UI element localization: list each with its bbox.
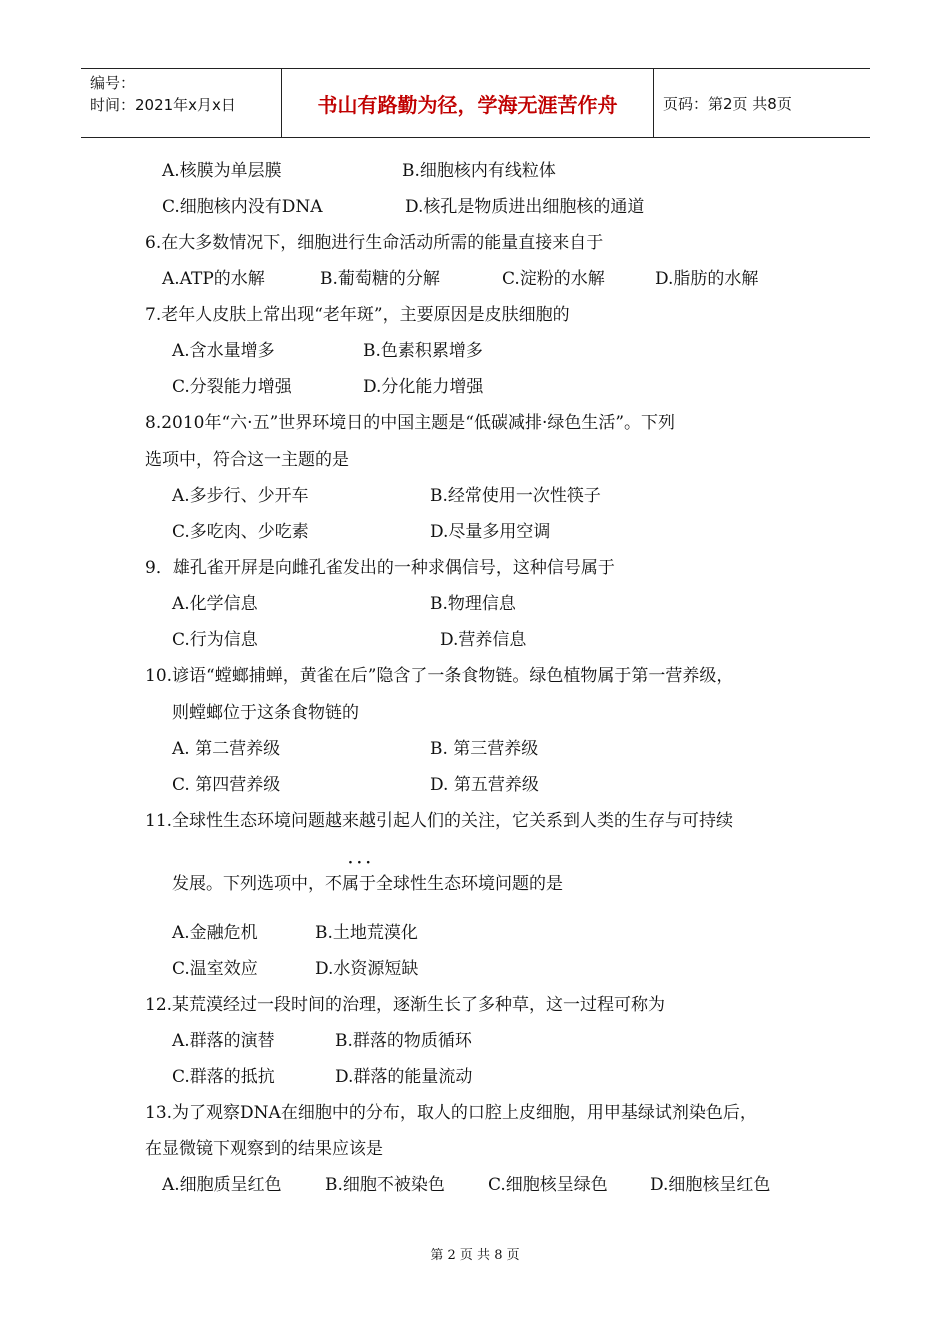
header-meta [81, 69, 282, 137]
question-11-stem: 11.全球性生态环境问题越来越引起人们的关注，它关系到人类的生存与可持续 [145, 811, 734, 831]
q11-option-c: C.温室效应 [172, 959, 258, 979]
q13-option-b: B.细胞不被染色 [325, 1175, 445, 1195]
q8-option-a: A.多步行、少开车 [172, 486, 309, 506]
q7-option-c: C.分裂能力增强 [172, 377, 292, 397]
q10-option-b: B. 第三营养级 [430, 739, 539, 759]
q12-option-a: A.群落的演替 [172, 1031, 275, 1051]
question-7-stem: 7.老年人皮肤上常出现“老年斑”，主要原因是皮肤细胞的 [145, 305, 570, 325]
question-8-stem-cont: 选项中，符合这一主题的是 [145, 450, 349, 470]
question-9-stem: 9．雄孔雀开屏是向雌孔雀发出的一种求偶信号，这种信号属于 [145, 558, 615, 578]
q13-option-a: A.细胞质呈红色 [162, 1175, 282, 1195]
q6-option-c: C.淀粉的水解 [502, 269, 605, 289]
q5-option-b: B.细胞核内有线粒体 [402, 161, 556, 181]
q6-option-a: A.ATP的水解 [162, 269, 265, 289]
document-date: 时间：2021年x月x日 [90, 96, 236, 114]
q10-option-c: C. 第四营养级 [172, 775, 281, 795]
q9-option-c: C.行为信息 [172, 630, 258, 650]
question-10-stem-cont: 则螳螂位于这条食物链的 [172, 703, 359, 723]
q12-option-b: B.群落的物质循环 [335, 1031, 472, 1051]
question-12-stem: 12.某荒漠经过一段时间的治理，逐渐生长了多种草，这一过程可称为 [145, 995, 666, 1015]
q10-option-d: D. 第五营养级 [430, 775, 539, 795]
question-8-stem: 8.2010年“六·五”世界环境日的中国主题是“低碳减排·绿色生活”。下列 [145, 413, 676, 433]
q8-option-d: D.尽量多用空调 [430, 522, 551, 542]
emphasis-dots: ··· [348, 855, 375, 871]
question-13-stem: 13.为了观察DNA在细胞中的分布，取人的口腔上皮细胞，用甲基绿试剂染色后， [145, 1103, 757, 1123]
q7-option-b: B.色素积累增多 [363, 341, 483, 361]
q8-option-c: C.多吃肉、少吃素 [172, 522, 309, 542]
q10-option-a: A. 第二营养级 [172, 739, 281, 759]
document-number: 编号： [90, 74, 136, 92]
q13-option-d: D.细胞核呈红色 [650, 1175, 771, 1195]
q7-option-d: D.分化能力增强 [363, 377, 484, 397]
page-footer: 第 2 页 共 8 页 [430, 1248, 520, 1263]
q5-option-d: D.核孔是物质进出细胞核的通道 [405, 197, 645, 217]
question-13-stem-cont: 在显微镜下观察到的结果应该是 [145, 1139, 383, 1159]
q5-option-c: C.细胞核内没有DNA [162, 197, 323, 217]
q8-option-b: B.经常使用一次性筷子 [430, 486, 601, 506]
q11-option-b: B.土地荒漠化 [315, 923, 418, 943]
page-header [81, 68, 870, 138]
q13-option-c: C.细胞核呈绿色 [488, 1175, 608, 1195]
q9-option-b: B.物理信息 [430, 594, 516, 614]
q7-option-a: A.含水量增多 [172, 341, 275, 361]
q9-option-d: D.营养信息 [440, 630, 527, 650]
q6-option-b: B.葡萄糖的分解 [320, 269, 440, 289]
q5-option-a: A.核膜为单层膜 [162, 161, 282, 181]
header-page-number: 页码：第2页 共8页 [663, 94, 792, 113]
question-10-stem: 10.谚语“螳螂捕蝉，黄雀在后”隐含了一条食物链。绿色植物属于第一营养级， [145, 666, 734, 686]
question-11-stem-cont: 发展。下列选项中，不属于全球性生态环境问题的是 [172, 874, 563, 894]
q12-option-d: D.群落的能量流动 [335, 1067, 473, 1087]
q9-option-a: A.化学信息 [172, 594, 258, 614]
q6-option-d: D.脂肪的水解 [655, 269, 759, 289]
header-motto: 书山有路勤为径，学海无涯苦作舟 [282, 69, 654, 137]
question-6-stem: 6.在大多数情况下，细胞进行生命活动所需的能量直接来自于 [145, 233, 604, 253]
q12-option-c: C.群落的抵抗 [172, 1067, 275, 1087]
q11-option-d: D.水资源短缺 [315, 959, 419, 979]
q11-option-a: A.金融危机 [172, 923, 258, 943]
